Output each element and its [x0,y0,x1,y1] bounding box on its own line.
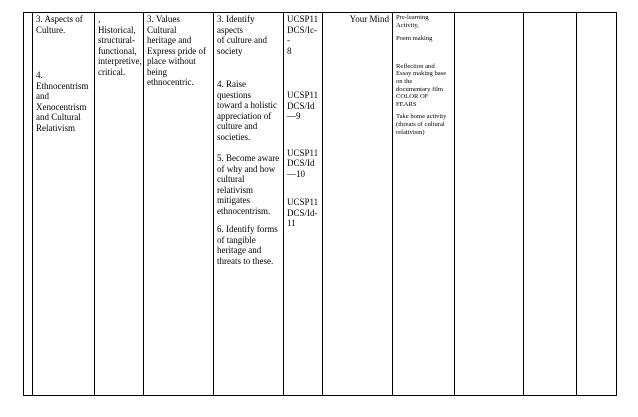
values-text: 3. Values Cultural heritage and Express pride of place without being ethnocentric. [147,14,206,87]
objective-5: 5. Become aware of why and how cultural relativism mitigates ethnocentrism. [217,153,280,216]
curriculum-table [23,12,617,396]
code-10: UCSP11 DCS/Id —10 [287,147,319,179]
topic-cell [33,13,95,396]
table-row [24,13,617,396]
values-cell [144,13,214,396]
activity-takehome: Take home activity (threats of cultural relativism) [396,113,447,136]
blank-cell [577,13,617,396]
objective-3: 3. Identify aspects of culture and society [217,14,267,56]
activities-cell [393,13,455,396]
objective-6: 6. Identify forms of tangible heritage and threats to these. [217,224,278,266]
topic-ethnocentrism: 4. Ethnocentrism and Xenocentrism and Cultural Relativism [36,70,89,133]
blank-cell [524,13,577,396]
blank-cell [24,13,33,396]
code-11: UCSP11 DCS/Id- 11 [287,197,319,228]
topic-aspects: 3. Aspects of Culture. [36,14,83,35]
code-8: UCSP11 DCS/Ic-- 8 [287,14,319,56]
activity-poem: Poem making [396,35,433,43]
perspectives-cell [95,13,144,396]
activity-reflection: Reflection and Essay making base on the documentary film COLOR OF FEARS [396,62,447,108]
code-9: UCSP11 DCS/Id —9 [287,90,319,121]
blank-cell [455,13,524,396]
codes-cell [284,13,323,396]
objectives-cell [214,13,284,396]
resource-text: Your Mind [349,14,389,24]
perspectives-text: , Historical, structural- functional, interpretive, critical. [98,14,142,77]
activity-prelearning: Pre-learning Activity, [396,14,429,29]
objective-4: 4. Raise questions toward a holistic appreciation of culture and societies. [217,79,277,142]
resource-cell [323,13,393,396]
